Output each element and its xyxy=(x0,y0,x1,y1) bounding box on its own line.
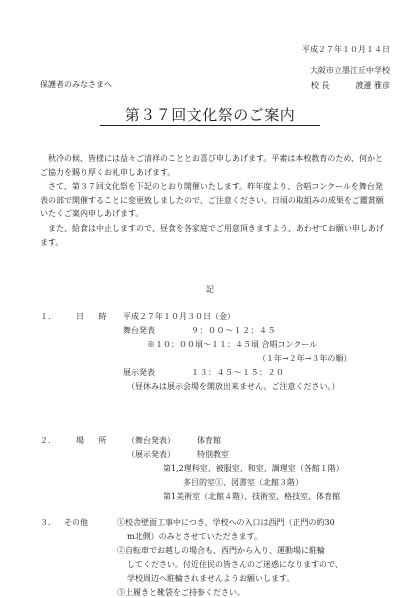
title-underline xyxy=(100,125,320,126)
principal-title: 校 長 xyxy=(310,81,330,90)
exhibit-time: １３：４５～１５：２０ xyxy=(191,368,285,377)
exhibit-label: 展示発表 xyxy=(123,368,155,377)
exhibit-rooms: 第1美術室（北館４階）、技術室、格技室、体育館 xyxy=(163,492,341,501)
note-item-continued: 学校周辺へ駐輪されませんようお願いします。 xyxy=(127,574,295,583)
greeting-paragraph: 秋冷の候、皆様には益々ご清祥のこととお喜び申しあげます。平素は本校教育のため、何かとご協力を賜り厚くお礼申しあげます。 xyxy=(40,154,384,177)
exhibit-place-label: （展示発表） xyxy=(127,450,175,459)
section-number: ２． xyxy=(40,436,56,445)
stage-place: 体育館 xyxy=(197,436,221,445)
lunch-break-note: （昼休みは展示会場を開放出来ません。ご注意ください。） xyxy=(127,382,340,391)
school-name: 大阪市立墨江丘中学校 xyxy=(310,66,390,75)
exhibit-rooms: 多目的室①、図書室（北館３階） xyxy=(183,478,303,487)
announcement-paragraph: さて、第３７回文化祭を下記のとおり開催いたします。昨年度より、合唱コンクールを舞台発表の部で開催することに変更致しましたので、ご注意ください。日頃の取組みの成果をご鑑賞願いたくご案内申しあげます。 xyxy=(40,182,384,218)
note-item: ①校舎壁面工事中につき、学校への入口は西門（正門の約30 xyxy=(117,518,335,527)
letter-date: 平成２７年１０月１４日 xyxy=(302,45,390,54)
note-item-continued: m北側）のみとさせていただきます。 xyxy=(127,532,262,541)
note-item-continued: してください。付近住民の皆さんのご迷惑になりますので、 xyxy=(127,560,343,569)
principal-name: 渡邊 雅彦 xyxy=(355,81,390,90)
exhibit-place: 特別教室 xyxy=(197,450,229,459)
section-label-place: 場 所 xyxy=(76,436,113,445)
chorus-order: （１年→２年→３年の順） xyxy=(258,354,352,363)
section-label-other: その他 xyxy=(64,518,88,527)
section-number: ３． xyxy=(40,518,56,527)
note-item: ②自転車でお越しの場合も、西門から入り、運動場に駐輪 xyxy=(117,546,325,555)
lunch-paragraph: また、給食は中止しますので、昼食を各家庭でご用意頂きますよう、あわせてお願い申しあげます。 xyxy=(40,224,384,247)
stage-time: ９：００～１２：４５ xyxy=(191,326,276,335)
note-item: ③上履きと靴袋をご持参ください。 xyxy=(117,588,245,597)
stage-place-label: （舞台発表） xyxy=(127,436,175,445)
principal-line xyxy=(311,81,390,91)
chorus-time: ※１０：００頃～１１：４５頃 合唱コンクール xyxy=(147,340,318,349)
section-label-datetime: 日 時 xyxy=(76,312,113,321)
ki-heading: 記 xyxy=(206,285,214,294)
event-date: 平成２７年１０月３０日（金） xyxy=(123,312,235,321)
section-number: １． xyxy=(40,312,56,321)
stage-label: 舞台発表 xyxy=(123,326,155,335)
exhibit-rooms: 第1,2理科室、被服室、和室、調理室（各館１階） xyxy=(163,464,344,473)
page-title: 第３７回文化祭のご案内 xyxy=(124,106,296,124)
addressee: 保護者のみなさまへ xyxy=(40,80,112,89)
